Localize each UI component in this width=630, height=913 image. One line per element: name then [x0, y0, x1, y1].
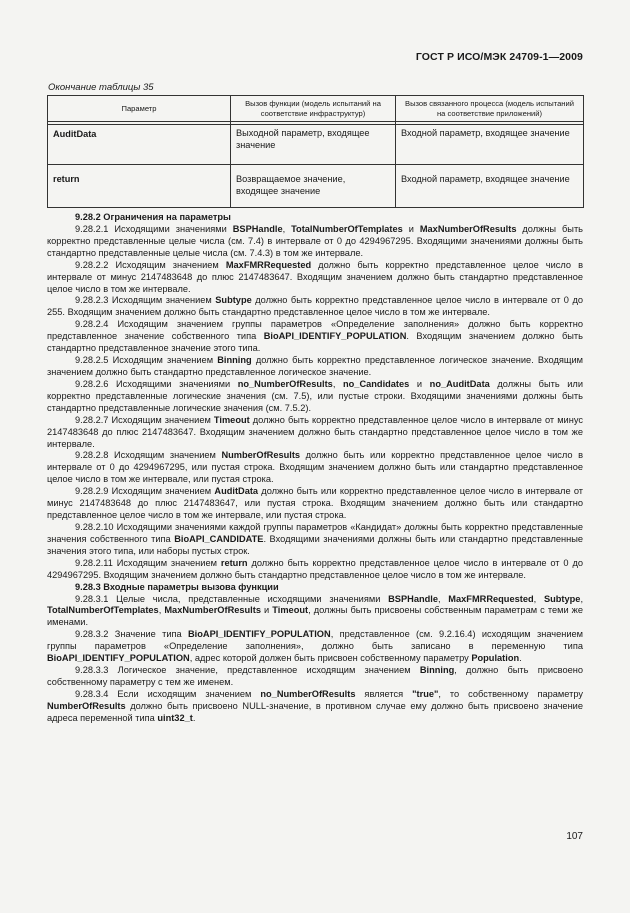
table-row [48, 125, 584, 165]
column-header-process-call: Вызов связанного процесса (модель испытаний на соответствие приложений) [396, 96, 584, 122]
section-heading: 9.28.3 Входные параметры вызова функции [75, 581, 279, 592]
bold-term: BSPHandle [388, 593, 438, 604]
bold-term: MaxFMRRequested [225, 259, 312, 270]
paragraph: 9.28.2.10 Исходящими значениями каждой группы параметров «Кандидат» должны быть корректно представленные значения собственного типа BioAPI_CANDIDATE. Входящими значениями должны быть или стандартно представленные значения этого типа, или наборы пустых строк. [47, 521, 584, 556]
bold-term: BioAPI_IDENTIFY_POPULATION [47, 653, 190, 664]
bold-term: Binning [217, 355, 252, 366]
bold-term: Timeout [213, 414, 250, 425]
bold-term: NumberOfResults [221, 450, 301, 461]
table-cell-process: Входной параметр, входящее значение [396, 125, 584, 165]
paragraph: 9.28.2.9 Исходящим значением AuditData должно быть или корректно представленное целое число в интервале от минус 2147483648 до плюс 2147483647, или пустая строка. Входящим значением должно быть или стандартно представленное целое число в том же интервале, или пустая строка. [47, 486, 583, 521]
table-cell-param: AuditData [48, 125, 231, 165]
bold-term: no_AuditData [429, 378, 490, 389]
bold-term: BSPHandle [232, 223, 283, 234]
bold-term: Binning [419, 665, 455, 676]
paragraph: 9.28.3.2 Значение типа BioAPI_IDENTIFY_POPULATION, представленное (см. 9.2.16.4) исходящим значением группы параметров «Определение заполнения», должно быть записано в переменную типа BioAPI_IDENTIFY_POPULATION, адрес которой должен быть присвоен собственному параметру Population. [47, 629, 583, 664]
table-cell-call: Выходной параметр, входящее значение [231, 125, 396, 165]
bold-term: Population [471, 653, 520, 664]
bold-term: uint32_t [157, 712, 193, 723]
bold-term: no_NumberOfResults [260, 688, 356, 699]
bold-term: TotalNumberOfTemplates [47, 605, 159, 616]
bold-term: TotalNumberOfTemplates [291, 223, 403, 234]
paragraph: 9.28.2.7 Исходящим значением Timeout должно быть корректно представленное целое число в интервале от минус 2147483648 до плюс 2147483647. Входящим значением должно быть стандартно представленное целое число в том же интервале. [47, 414, 583, 449]
bold-term: AuditData [214, 486, 259, 497]
document-body [47, 212, 583, 725]
table-caption: Окончание таблицы 35 [48, 82, 154, 93]
bold-term: BioAPI_IDENTIFY_POPULATION [263, 331, 407, 342]
table-cell-param: return [48, 165, 231, 208]
bold-term: MaxFMRRequested [448, 593, 534, 604]
column-header-function-call: Вызов функции (модель испытаний на соответствие инфраструктур) [231, 96, 396, 122]
paragraph: 9.28.2.5 Исходящим значением Binning должно быть корректно представленное логическое значение. Входящим значением должно быть стандартно представленное логическое значение. [47, 355, 583, 377]
table-header-row [48, 96, 584, 122]
bold-term: NumberOfResults [47, 700, 126, 711]
bold-term: Timeout [272, 605, 309, 616]
section-heading: 9.28.2 Ограничения на параметры [75, 212, 231, 222]
paragraph: 9.28.2.1 Исходящими значениями BSPHandle, TotalNumberOfTemplates и MaxNumberOfResults должны быть корректно представленные целые числа (см. 7.4) в интервале от 0 до 4294967295. Входящими значениями должны быть стандартно представленные целые числа (см. 7.4.3) в том же интервале. [47, 223, 584, 258]
bold-term: "true" [412, 688, 439, 699]
bold-term: no_Candidates [343, 378, 410, 389]
paragraph: 9.28.2.4 Исходящим значением группы параметров «Определение заполнения» должно быть корректно представленное значение собственного типа BioAPI_IDENTIFY_POPULATION. Входящим значением должно быть стандартно представленное значение этого типа. [47, 319, 583, 354]
document-header: ГОСТ Р ИСО/МЭК 24709-1—2009 [415, 51, 583, 63]
table-row [48, 165, 584, 208]
paragraph: 9.28.2.8 Исходящим значением NumberOfResults должно быть или корректно представленное целое число в интервале от 0 до 4294967295, или пустая строка. Входящим значением должно быть или стандартно представленное целое число в том же интервале, или пустая строка. [47, 450, 583, 485]
bold-term: return [220, 557, 248, 568]
paragraph: 9.28.3.1 Целые числа, представленные исходящими значениями BSPHandle, MaxFMRRequested, Subtype, TotalNumberOfTemplates, MaxNumberOfResults и Timeout, должны быть присвоены собственным параметрам с теми же именами. [47, 593, 584, 628]
table-cell-call: Возвращаемое значение, входящее значение [231, 165, 396, 208]
bold-term: Subtype [543, 593, 581, 604]
paragraph: 9.28.3.4 Если исходящим значением no_NumberOfResults является "true", то собственному параметру NumberOfResults должно быть присвоено NULL-значение, в противном случае ему должно быть присвоено значение адреса переменной типа uint32_t. [47, 688, 583, 723]
bold-term: BioAPI_CANDIDATE [174, 533, 264, 544]
paragraph: 9.28.2.6 Исходящими значениями no_NumberOfResults, no_Candidates и no_AuditData должны быть или корректно представленные логические значения (см. 7.5), или пустые строки. Входящими значениями должны быть стандартно представленные логические значения (см. 7.5.2). [47, 378, 583, 413]
bold-term: MaxNumberOfResults [164, 605, 261, 616]
table-cell-process: Входной параметр, входящее значение [396, 165, 584, 208]
paragraph: 9.28.3.3 Логическое значение, представленное исходящим значением Binning, должно быть присвоено собственному параметру с тем же именем. [47, 665, 583, 687]
column-header-parameter: Параметр [48, 96, 231, 122]
bold-term: Subtype [215, 295, 252, 306]
paragraph: 9.28.2.3 Исходящим значением Subtype должно быть корректно представленное целое число в интервале от 0 до 255. Входящим значением должно быть стандартно представленное целое число в том же интервале. [47, 295, 583, 318]
bold-term: no_NumberOfResults [237, 378, 333, 389]
page-number: 107 [566, 831, 583, 842]
bold-term: BioAPI_IDENTIFY_POPULATION [187, 629, 331, 640]
bold-term: MaxNumberOfResults [419, 223, 517, 234]
paragraph: 9.28.2.11 Исходящим значением return должно быть корректно представленное целое число в интервале от 0 до 4294967295. Входящим значением должно быть стандартно представленное целое число в том же интервале. [47, 557, 583, 580]
paragraph: 9.28.2.2 Исходящим значением MaxFMRRequested должно быть корректно представленное целое число в интервале от минус 2147483648 до плюс 2147483647. Входящим значением должно быть стандартно представленное целое число в том же интервале. [47, 259, 583, 294]
parameters-table [47, 95, 584, 208]
